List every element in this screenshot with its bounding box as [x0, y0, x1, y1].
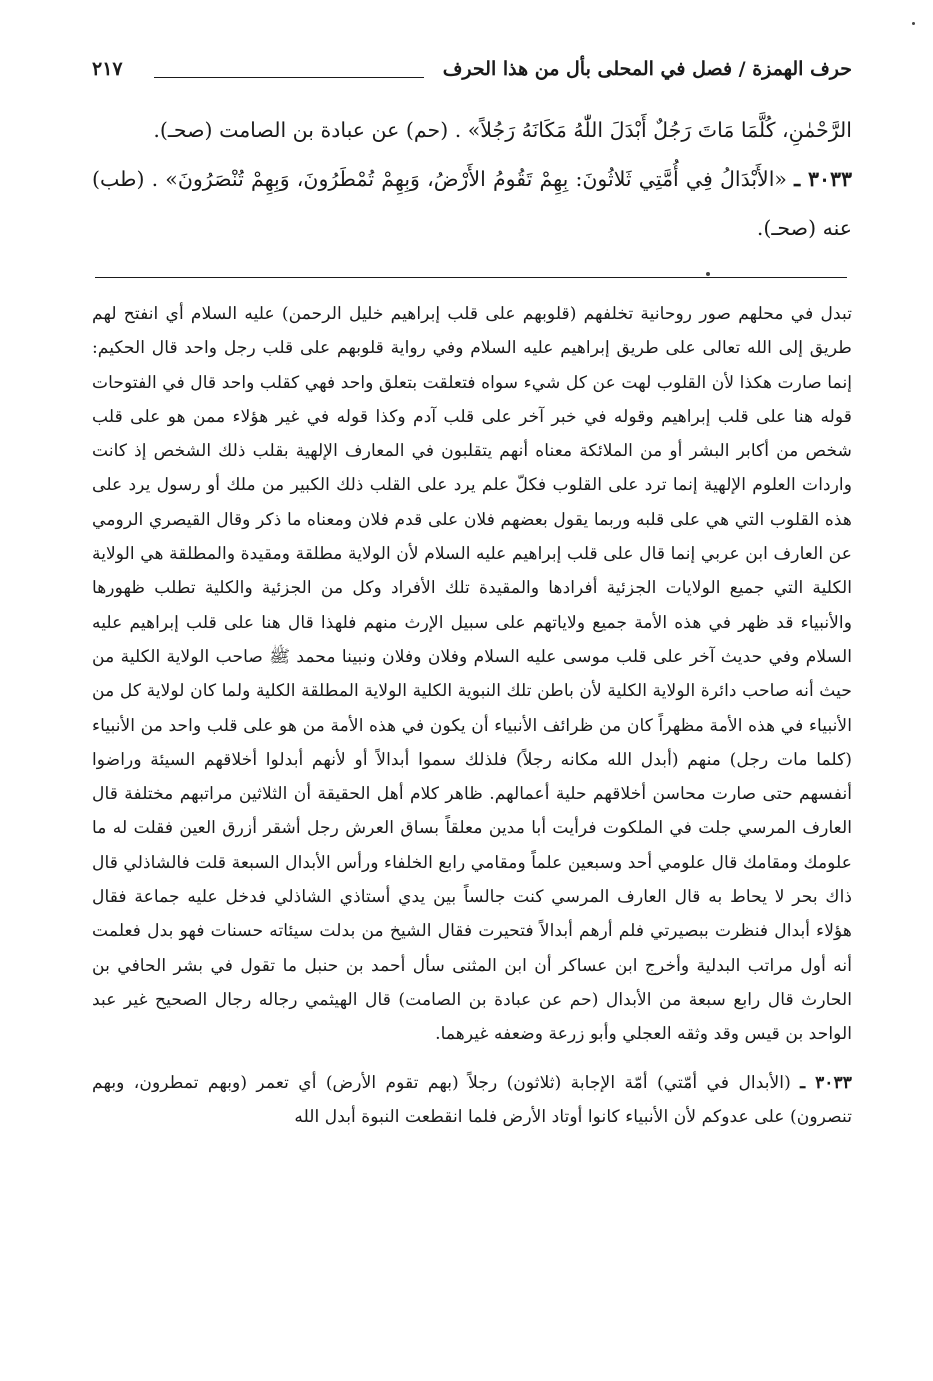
- commentary-block: [92, 297, 852, 1134]
- page-number: ٢١٧: [92, 58, 123, 80]
- hadith-text: «الأَبْدَالُ فِي أُمَّتِي ثَلاثُونَ: بِهِمْ تَقُومُ الأَرْضُ، وَبِهِمْ تُمْطَرُونَ، وَبِهِمْ تُنْصَرُونَ» . (طب) عنه (صحـ).: [92, 167, 852, 240]
- scan-speck: [706, 272, 710, 276]
- hadith-3033: [92, 155, 852, 253]
- running-header: [92, 58, 852, 88]
- chapter-title: حرف الهمزة / فصل في المحلى بأل من هذا الحرف: [442, 58, 852, 80]
- commentary-paragraph: تبدل في محلهم صور روحانية تخلفهم (قلوبهم على قلب إبراهيم خليل الرحمن) عليه السلام أي انفتح لهم طريق إلى الله تعالى على طريق إبراهيم عليه السلام وفي رواية قلوبهم على قلب رجل واحد قال الحكيم: إنما صارت هكذا لأن القلوب لهت عن كل شيء سواه فتعلقت بتعلق واحد فهي كقلب واحد قال في الفتوحات قوله هنا على قلب إبراهيم وقوله في خبر آخر على قلب آدم وكذا قوله في غير هؤلاء ممن هو على قلب شخص من أكابر البشر أو من الملائكة معناه أنهم يتقلبون في المعارف الإلهية بقلب ذلك الشخص إذ كانت واردات العلوم الإلهية إنما ترد على القلوب فكلّ علم يرد على القلب ذلك الكبير من ملك أو رسول يرد على هذه القلوب التي هي على قلبه وربما يقول بعضهم فلان على قدم فلان ومعناه ما ذكر وقال القيصري الرومي عن العارف ابن عربي إنما قال على قلب إبراهيم عليه السلام لأن الولاية مطلقة ومقيدة والمطلقة هي الولاية الكلية التي جميع الولايات الجزئية أفرادها والمقيدة تلك الأفراد وكل من الجزئية والكلية تطلب ظهورها والأنبياء قد ظهر في هذه الأمة جميع ولاياتهم على سبيل الإرث منهم فلهذا قال هنا على قلب إبراهيم عليه السلام وفي حديث آخر على قلب موسى عليه السلام وفلان وفلان ونبينا محمد ﷺ صاحب الولاية الكلية من حيث أنه صاحب دائرة الولاية الكلية لأن باطن تلك النبوية الكلية الولاية المطلقة الكلية ولما كان لولاية كل من الأنبياء في هذه الأمة مظهراً كان من ظرائف الأنبياء أن يكون في هذه الأمة من هو على قلب واحد من الأنبياء (كلما مات رجل) منهم (أبدل الله مكانه رجلاً) فلذلك سموا أبدالاً أو لأنهم أبدلوا أخلاقهم السيئة وراضوا أنفسهم حتى صارت محاسن أخلاقهم حلية أعمالهم. ظاهر كلام أهل الحقيقة أن الثلاثين مراتبهم مختلفة قال العارف المرسي جلت في الملكوت فرأيت أبا مدين معلقاً بساق العرش رجل أشقر أزرق العين فقلت له ما علومك ومقامك قال علومي أحد وسبعين علماً ومقامي رابع الخلفاء ورأس الأبدال السبعة قلت فالشاذلي قال ذاك بحر لا يحاط به قال العارف المرسي كنت جالساً بين يدي أستاذي الشاذلي فدخل عليه جماعة فقال هؤلاء أبدال فنظرت ببصيرتي فلم أرهم أبدالاً فتحيرت فقال الشيخ من بدلت سيئاته حسنات فهو بدل فعلمت أنه أول مراتب البدلية وأخرج ابن عساكر أن ابن المثنى سأل أحمد بن حنبل ما تقول في بشر الحافي بن الحارث قال رابع سبعة من الأبدال (حم عن عبادة بن الصامت) قال الهيثمي رجاله رجال الصحيح غير عبد الواحد بن قيس وقد وثقه العجلي وأبو زرعة وضعفه غيرهما.: [92, 304, 852, 1045]
- hadith-block: [92, 106, 852, 253]
- commentary-text: (الأبدال في أمّتي) أمّة الإجابة (ثلاثون) رجلاً (بهم تقوم الأرض) أي تعمر (وبهم تمطرون، وبهم تنصرون) على عدوكم لأن الأنبياء كانوا أوتاد الأرض فلما انقطعت النبوة أبدل الله: [92, 1072, 852, 1127]
- header-rule: [154, 77, 424, 78]
- hadith-continuation: الرَّحْمٰنِ، كُلَّمَا مَاتَ رَجُلٌ أَبْدَلَ اللّٰهُ مَكَانَهُ رَجُلاً» . (حم) عن عبادة بن الصامت (صحـ).: [153, 118, 852, 142]
- hadith-number: ٣٠٣٣ ـ: [794, 167, 852, 191]
- commentary-paragraph-3033: [92, 1066, 852, 1135]
- scan-speck: [912, 22, 915, 25]
- section-divider: [95, 277, 847, 278]
- commentary-number: ٣٠٣٣ ـ: [800, 1072, 852, 1093]
